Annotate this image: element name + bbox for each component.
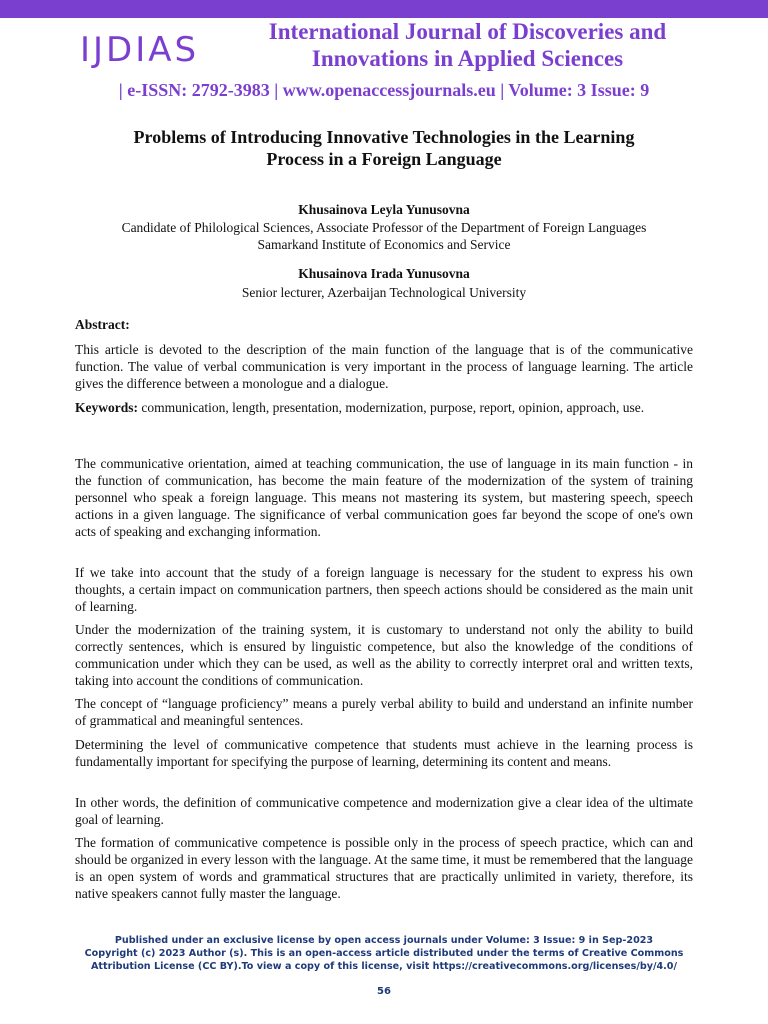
footer-line: Copyright (c) 2023 Author (s). This is an open-access article distributed under the terms of Creative Commons (84, 948, 684, 959)
body-paragraph: If we take into account that the study of a foreign language is necessary for the student to express his own thoughts, a certain impact on communication partners, then speech actions should be considered as the main unit of learning. (75, 565, 693, 614)
body-paragraph: The formation of communicative competence is possible only in the process of speech practice, which can and should be organized in every lesson with the language. At the same time, it must be remembered that the language is an open system of words and grammatical structures that are practically unlimited in variety, therefore, its native speakers cannot fully master the language. (75, 835, 693, 901)
body-paragraph: Determining the level of communicative competence that students must achieve in the learning process is fundamentally important for specifying the purpose of learning, determining its content and means. (75, 737, 693, 769)
body-paragraph: Under the modernization of the training system, it is customary to understand not only the ability to build correctly sentences, which is ensured by linguistic competence, but also the knowledge of the conditions of communication under which they can be used, as well as the ability to correctly interpret oral and written texts, taking into account the conditions of communication. (75, 622, 693, 688)
article-title (75, 126, 693, 170)
body-paragraph: In other words, the definition of communicative competence and modernization give a clear idea of the ultimate goal of learning. (75, 795, 693, 827)
affiliation-line: Samarkand Institute of Economics and Service (257, 237, 511, 252)
article-title-line2: Process in a Foreign Language (266, 149, 502, 169)
author-affiliation (60, 219, 708, 253)
body-paragraph: The communicative orientation, aimed at teaching communication, the use of language in its main function - in the function of communication, has become the main feature of the modernization of the system of training personnel who speak a foreign language. This means not mastering its system, but mastering speech, speech actions in a given language. The significance of verbal communication goes far beyond the scope of one's own acts of speaking and exchanging information. (75, 456, 693, 539)
journal-logo: IJDIAS (80, 30, 200, 70)
journal-title-line1: International Journal of Discoveries and (268, 19, 667, 44)
keywords-label: Keywords: (75, 400, 138, 415)
abstract-text: This article is devoted to the description of the main function of the language that is of the communicative function. The value of verbal communication is very important in the process of language learning. The article gives the difference between a monologue and a dialogue. (75, 342, 693, 391)
issn-line: | e-ISSN: 2792-3983 | www.openaccessjournals.eu | Volume: 3 Issue: 9 (118, 80, 650, 100)
body-paragraph: The concept of “language proficiency” means a purely verbal ability to build and understand an infinite number of grammatical and meaningful sentences. (75, 696, 693, 728)
license-footer (40, 934, 728, 973)
affiliation-line: Candidate of Philological Sciences, Associate Professor of the Department of Foreign Languages (121, 220, 647, 235)
article-title-line1: Problems of Introducing Innovative Technologies in the Learning (133, 127, 635, 147)
keywords (75, 399, 693, 416)
page-number: 56 (377, 986, 391, 997)
footer-line: Published under an exclusive license by open access journals under Volume: 3 Issue: 9 in Sep-2023 (114, 935, 654, 946)
abstract-heading: Abstract: (75, 317, 130, 332)
author-name: Khusainova Irada Yunusovna (298, 266, 470, 281)
header-color-bar (0, 0, 768, 18)
author-name: Khusainova Leyla Yunusovna (298, 202, 470, 217)
journal-title (225, 18, 710, 72)
keywords-text: communication, length, presentation, modernization, purpose, report, opinion, approach, use. (138, 400, 645, 415)
author-affiliation: Senior lecturer, Azerbaijan Technological University (241, 285, 527, 300)
journal-title-line2: Innovations in Applied Sciences (311, 46, 624, 71)
footer-line: Attribution License (CC BY).To view a copy of this license, visit https://creativecommons.org/licenses/by/4.0/ (91, 961, 677, 972)
